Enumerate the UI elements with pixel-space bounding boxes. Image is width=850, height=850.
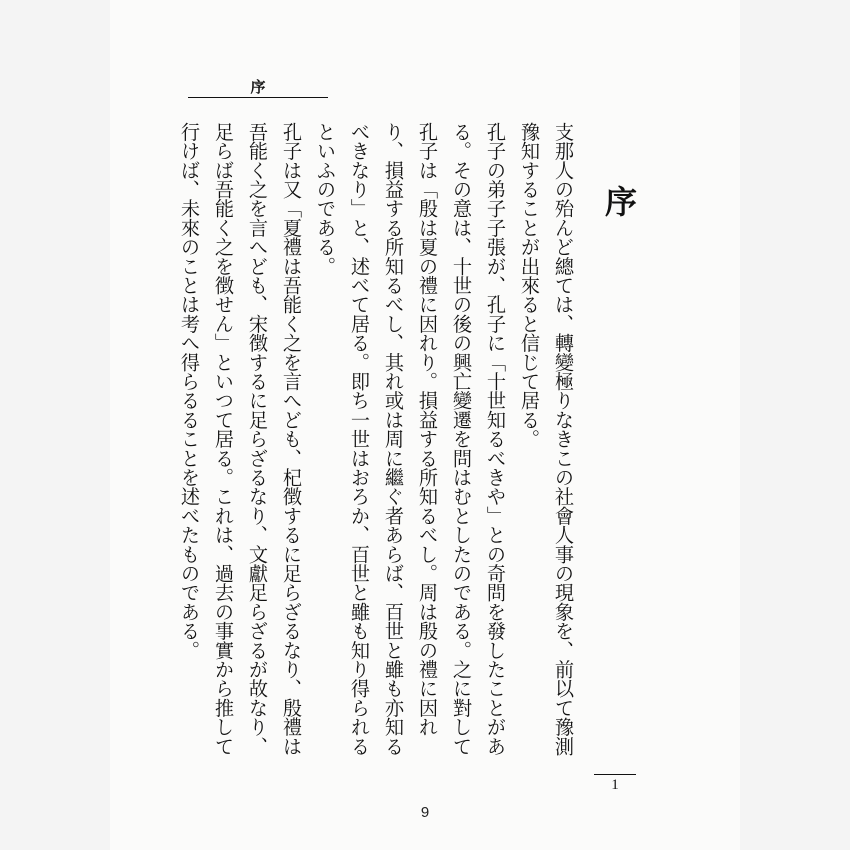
running-head: 序 <box>250 78 266 96</box>
paragraph-3: 孔子は又「夏禮は吾能く之を言へども、杞徴するに足らざるなり、殷禮は吾能く之を言へども、宋徴するに足らざるなり、文獻足らざるが故なり、足らば吾能く之を徴せん」といつて居る。これは、過去の事實から推して行けば、未來のことは考へ得らるることを述べたものである。 <box>178 122 303 756</box>
paragraph-2: 孔子の弟子子張が、孔子に「十世知るべきや」との奇問を發したことがある。その意は、十世の後の興亡變遷を問はむとしたのである。之に對して孔子は「殷は夏の禮に因れり。損益する所知るべし。周は殷の禮に因れり、損益する所知るべし、其れ或は周に繼ぐ者あらば、百世と雖も亦知るべきなり」と、述べて居る。即ち一世はおろか、百世と雖も知り得られるといふのである。 <box>314 122 507 756</box>
running-head-rule <box>188 97 328 98</box>
folio-rule <box>594 774 636 775</box>
paragraph-1: 支那人の殆んど總ては、轉變極りなきこの社會人事の現象を、前以て豫測豫知することが出來ると信じて居る。 <box>518 122 575 756</box>
body-text <box>172 122 580 772</box>
chapter-title: 序 <box>600 185 638 217</box>
scan-page-number: 9 <box>420 804 430 821</box>
folio-number: 1 <box>611 777 619 793</box>
